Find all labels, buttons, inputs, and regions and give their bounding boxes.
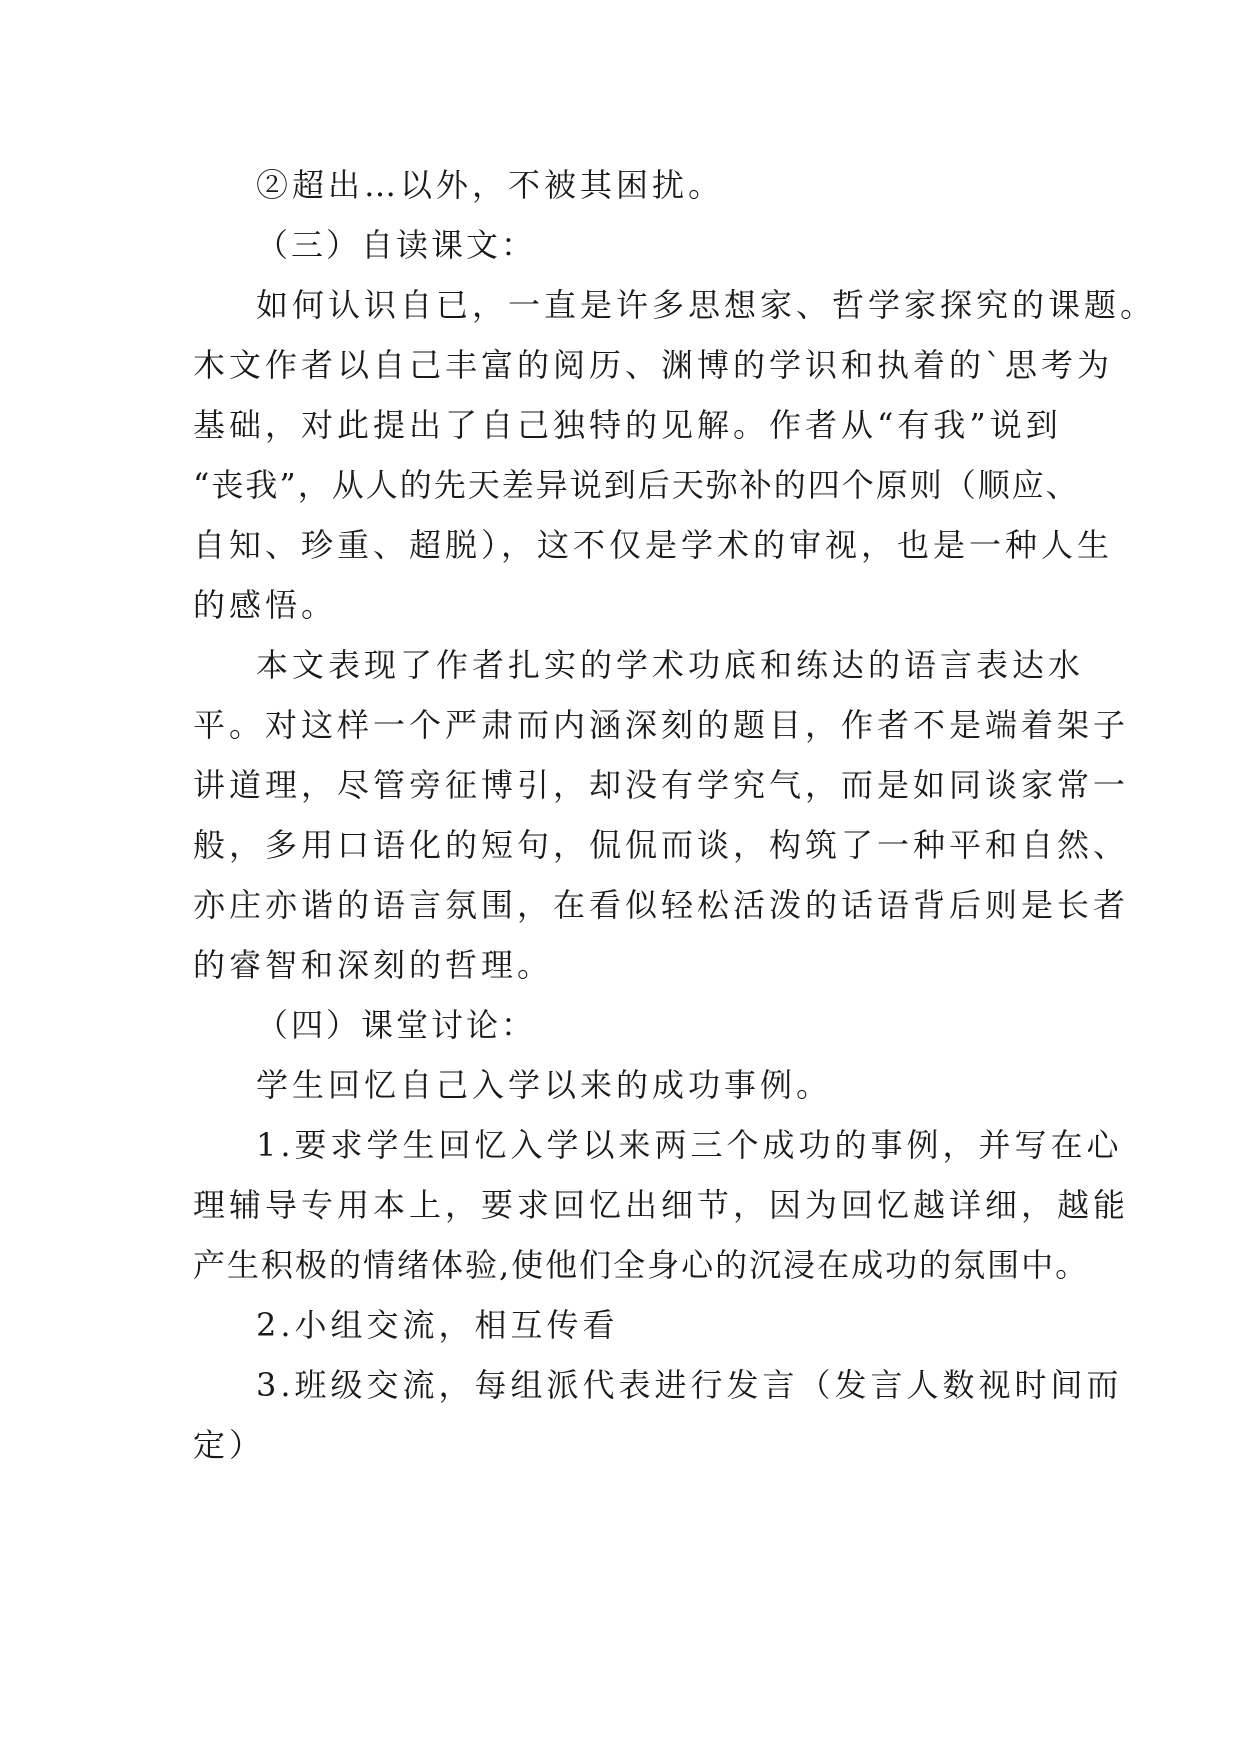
paragraph-1-line-6: 的感悟。 [193, 586, 338, 624]
paragraph-2-line-4: 般，多用口语化的短句，侃侃而谈，构筑了一种平和自然、 [193, 826, 1130, 864]
paragraph-2-line-1: 本文表现了作者扎实的学术功底和练达的语言表达水 [256, 646, 1085, 684]
paragraph-1-line-3: 基础，对此提出了自己独特的见解。作者从“有我”说到 [193, 406, 1062, 444]
paragraph-2-line-6: 的睿智和深刻的哲理。 [193, 946, 554, 984]
paragraph-3-line-1: 学生回忆自己入学以来的成功事例。 [256, 1066, 833, 1104]
paragraph-2-line-3: 讲道理，尽管旁征博引，却没有学究气，而是如同谈家常一 [193, 766, 1130, 804]
section-heading-3: （三）自读课文： [256, 226, 537, 264]
paragraph-1-line-2: 木文作者以自己丰富的阅历、渊博的学识和执着的`思考为 [193, 346, 1114, 384]
item-3-line-2: 定） [193, 1426, 266, 1464]
paragraph-2-line-5: 亦庄亦谐的语言氛围，在看似轻松活泼的话语背后则是长者 [193, 886, 1130, 924]
item-1-line-1: 1.要求学生回忆入学以来两三个成功的事例，并写在心 [256, 1126, 1123, 1164]
section-heading-4: （四）课堂讨论： [256, 1006, 537, 1044]
item-1-line-3: 产生积极的情绪体验,使他们全身心的沉浸在成功的氛围中。 [193, 1246, 1090, 1284]
paragraph-1-line-4: “丧我”，从人的先天差异说到后天弥补的四个原则（顺应、 [193, 466, 1080, 504]
item-3-line-1: 3.班级交流，每组派代表进行发言（发言人数视时间而 [256, 1366, 1123, 1404]
text-line-enum-2: ②超出…以外，不被其困扰。 [256, 166, 725, 204]
paragraph-1-line-1: 如何认识自已，一直是许多思想家、哲学家探究的课题。 [256, 286, 1157, 324]
paragraph-1-line-5: 自知、珍重、超脱），这不仅是学术的审视，也是一种人生 [193, 526, 1114, 564]
item-1-line-2: 理辅导专用本上，要求回忆出细节，因为回忆越详细，越能 [193, 1186, 1130, 1224]
paragraph-2-line-2: 平。对这样一个严肃而内涵深刻的题目，作者不是端着架子 [193, 706, 1130, 744]
item-2-line-1: 2.小组交流，相互传看 [256, 1306, 619, 1344]
